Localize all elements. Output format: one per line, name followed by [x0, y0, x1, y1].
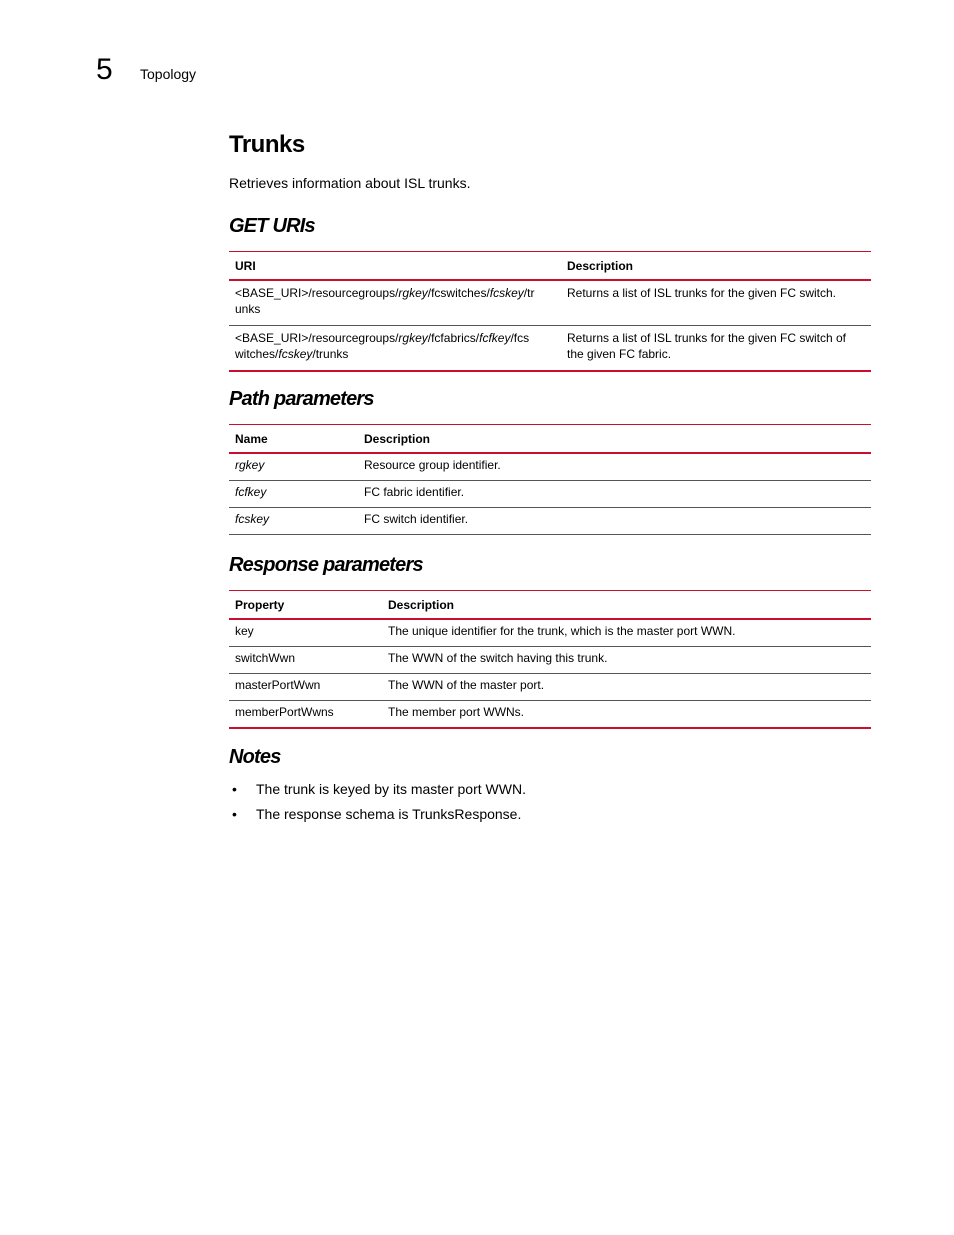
description-cell: Returns a list of ISL trunks for the given FC switch.	[561, 280, 871, 326]
chapter-number: 5	[96, 53, 113, 86]
property-description: The WWN of the master port.	[382, 674, 871, 701]
uri-cell: <BASE_URI>/resourcegroups/rgkey/fcfabrics/fcfkey/fcs witches/fcskey/trunks	[229, 326, 561, 372]
description-cell: Returns a list of ISL trunks for the given FC switch of the given FC fabric.	[561, 326, 871, 372]
column-header-description: Description	[358, 425, 871, 454]
property-description: The unique identifier for the trunk, which is the master port WWN.	[382, 619, 871, 647]
response-parameters-table	[229, 590, 871, 729]
param-description: Resource group identifier.	[358, 453, 871, 481]
table-row	[229, 481, 871, 508]
param-name: rgkey	[229, 453, 358, 481]
property-name: memberPortWwns	[229, 701, 382, 729]
param-name: fcfkey	[229, 481, 358, 508]
table-header-row	[229, 591, 871, 620]
property-name: masterPortWwn	[229, 674, 382, 701]
response-parameters-heading: Response parameters	[229, 554, 423, 576]
column-header-description: Description	[382, 591, 871, 620]
table-row	[229, 674, 871, 701]
column-header-uri: URI	[229, 252, 561, 281]
table-row	[229, 326, 871, 372]
table-row	[229, 647, 871, 674]
table-row	[229, 701, 871, 729]
table-header-row	[229, 252, 871, 281]
column-header-name: Name	[229, 425, 358, 454]
uri-cell: <BASE_URI>/resourcegroups/rgkey/fcswitches/fcskey/tr unks	[229, 280, 561, 326]
param-description: FC fabric identifier.	[358, 481, 871, 508]
get-uris-table	[229, 251, 871, 372]
bullet-icon: •	[232, 806, 237, 822]
notes-list	[229, 780, 526, 830]
section-intro: Retrieves information about ISL trunks.	[229, 175, 471, 191]
note-text: The response schema is TrunksResponse.	[256, 806, 522, 822]
chapter-title: Topology	[140, 66, 197, 82]
property-description: The WWN of the switch having this trunk.	[382, 647, 871, 674]
param-description: FC switch identifier.	[358, 508, 871, 535]
property-name: switchWwn	[229, 647, 382, 674]
property-name: key	[229, 619, 382, 647]
table-row	[229, 508, 871, 535]
path-parameters-heading: Path parameters	[229, 388, 374, 410]
table-row	[229, 619, 871, 647]
get-uris-heading: GET URIs	[229, 215, 315, 237]
note-text: The trunk is keyed by its master port WWN.	[256, 781, 526, 797]
property-description: The member port WWNs.	[382, 701, 871, 729]
bullet-icon: •	[232, 781, 237, 797]
path-parameters-table	[229, 424, 871, 535]
section-title: Trunks	[229, 131, 305, 158]
column-header-description: Description	[561, 252, 871, 281]
table-row	[229, 280, 871, 326]
list-item	[229, 805, 526, 830]
table-row	[229, 453, 871, 481]
notes-heading: Notes	[229, 746, 281, 768]
table-header-row	[229, 425, 871, 454]
column-header-property: Property	[229, 591, 382, 620]
param-name: fcskey	[229, 508, 358, 535]
list-item	[229, 780, 526, 805]
